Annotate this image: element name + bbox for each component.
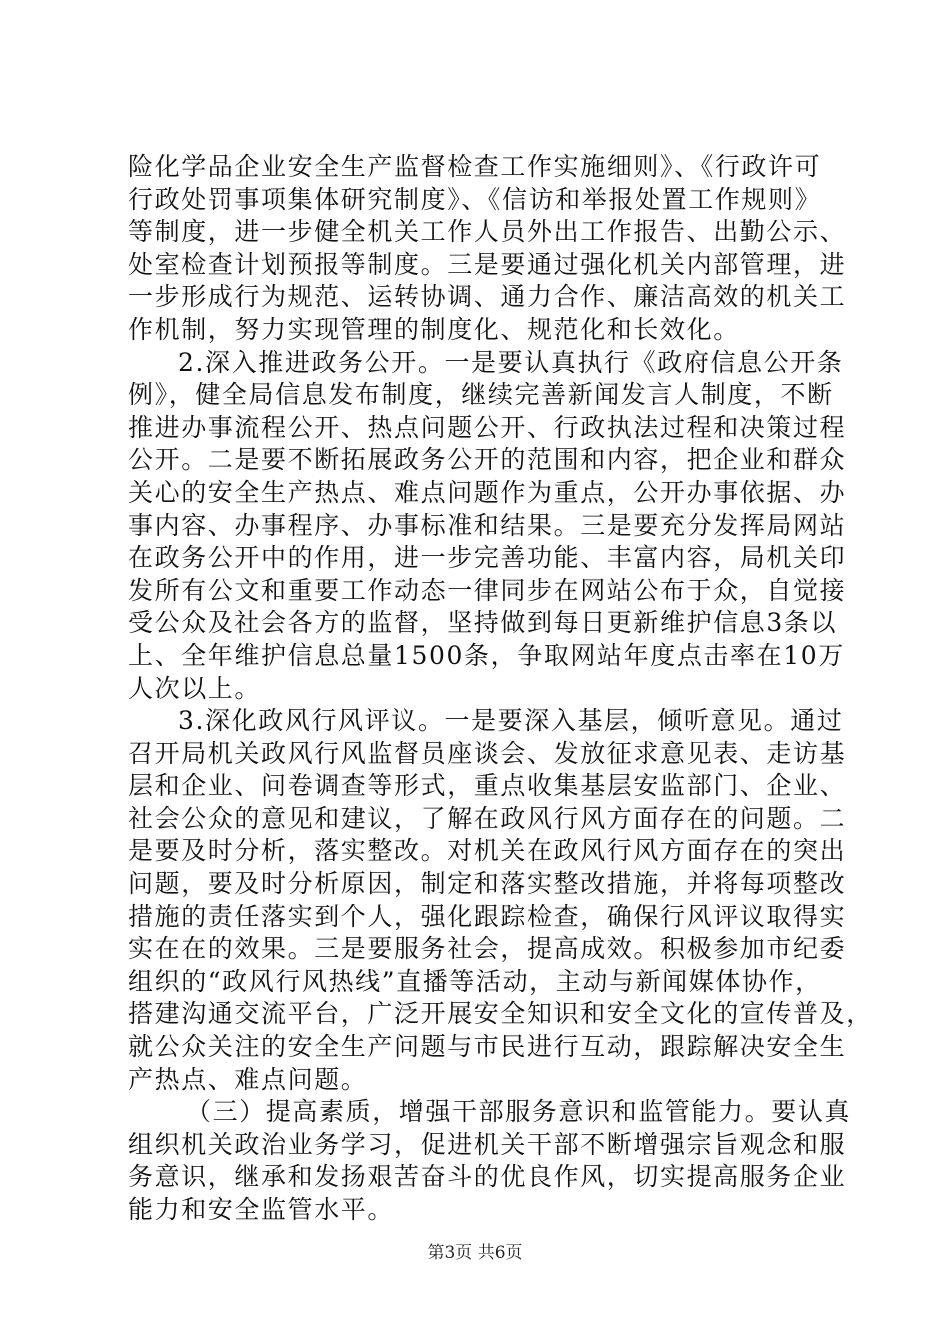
text-line: 层和企业、问卷调查等形式，重点收集基层安监部门、企业、 [128,771,847,801]
page-number-footer: 第3页 共6页 [427,1243,523,1263]
text-line: 就公众关注的安全生产问题与市民进行互动，跟踪解决安全生 [128,1032,847,1062]
text-line: 召开局机关政风行风监督员座谈会、发放征求意见表、走访基 [128,738,847,768]
text-line: 处室检查计划预报等制度。三是要通过强化机关内部管理，进 [128,249,847,279]
text-line: 事内容、办事程序、办事标准和结果。三是要充分发挥局网站 [128,510,847,540]
paragraph-heading-3: 3.深化政风行风评议。一是要深入基层，倾听意见。通过 [178,706,844,736]
text-line: 关心的安全生产热点、难点问题作为重点，公开办事依据、办 [128,477,847,507]
text-line: 是要及时分析，落实整改。对机关在政风行风方面存在的突出 [128,836,847,866]
text-line: 一步形成行为规范、运转协调、通力合作、廉洁高效的机关工 [128,282,847,312]
text-line: 组织的“政风行风热线”直播等活动，主动与新闻媒体协作， [128,966,822,996]
text-line: 公开。二是要不断拓展政务公开的范围和内容，把企业和群众 [128,445,847,475]
text-line: 受公众及社会各方的监督，坚持做到每日更新维护信息3条以 [128,608,838,638]
text-line: 作机制，努力实现管理的制度化、规范化和长效化。 [128,314,740,344]
text-line: 例》，健全局信息发布制度，继续完善新闻发言人制度，不断 [128,380,834,410]
text-line: 问题，要及时分析原因，制定和落实整改措施，并将每项整改 [128,869,847,899]
text-line: 行政处罚事项集体研究制度》、《信访和举报处置工作规则》 [128,184,822,214]
text-line: 推进办事流程公开、热点问题公开、行政执法过程和决策过程 [128,412,847,442]
text-line: 实在在的效果。三是要服务社会，提高成效。积极参加市纪委 [128,934,847,964]
text-line: 人次以上。 [128,673,262,703]
text-line: 社会公众的意见和建议，了解在政风行风方面存在的问题。二 [128,803,847,833]
text-line: 务意识，继承和发扬艰苦奋斗的优良作风，切实提高服务企业 [128,1162,847,1192]
paragraph-heading-2: 2.深入推进政务公开。一是要认真执行《政府信息公开条 [178,347,844,377]
text-line: 发所有公文和重要工作动态一律同步在网站公布于众，自觉接 [128,575,847,605]
text-line: 险化学品企业安全生产监督检查工作实施细则》、《行政许可 [128,152,822,181]
text-line: 产热点、难点问题。 [128,1064,368,1094]
text-line: 等制度，进一步健全机关工作人员外出工作报告、出勤公示、 [128,217,847,247]
text-line: 上、全年维护信息总量1500条，争取网站年度点击率在10万 [128,640,845,670]
text-line: 能力和安全监管水平。 [128,1195,395,1224]
text-line: 在政务公开中的作用，进一步完善功能、丰富内容，局机关印 [128,543,847,573]
text-line: 搭建沟通交流平台，广泛开展安全知识和安全文化的宣传普及， [128,999,873,1029]
document-body [128,151,873,1227]
text-line: 组织机关政治业务学习，促进机关干部不断增强宗旨观念和服 [128,1129,847,1159]
section-heading-3: （三）提高素质，增强干部服务意识和监管能力。要认真 [186,1097,852,1127]
text-line: 措施的责任落实到个人，强化跟踪检查，确保行风评议取得实 [128,901,847,931]
